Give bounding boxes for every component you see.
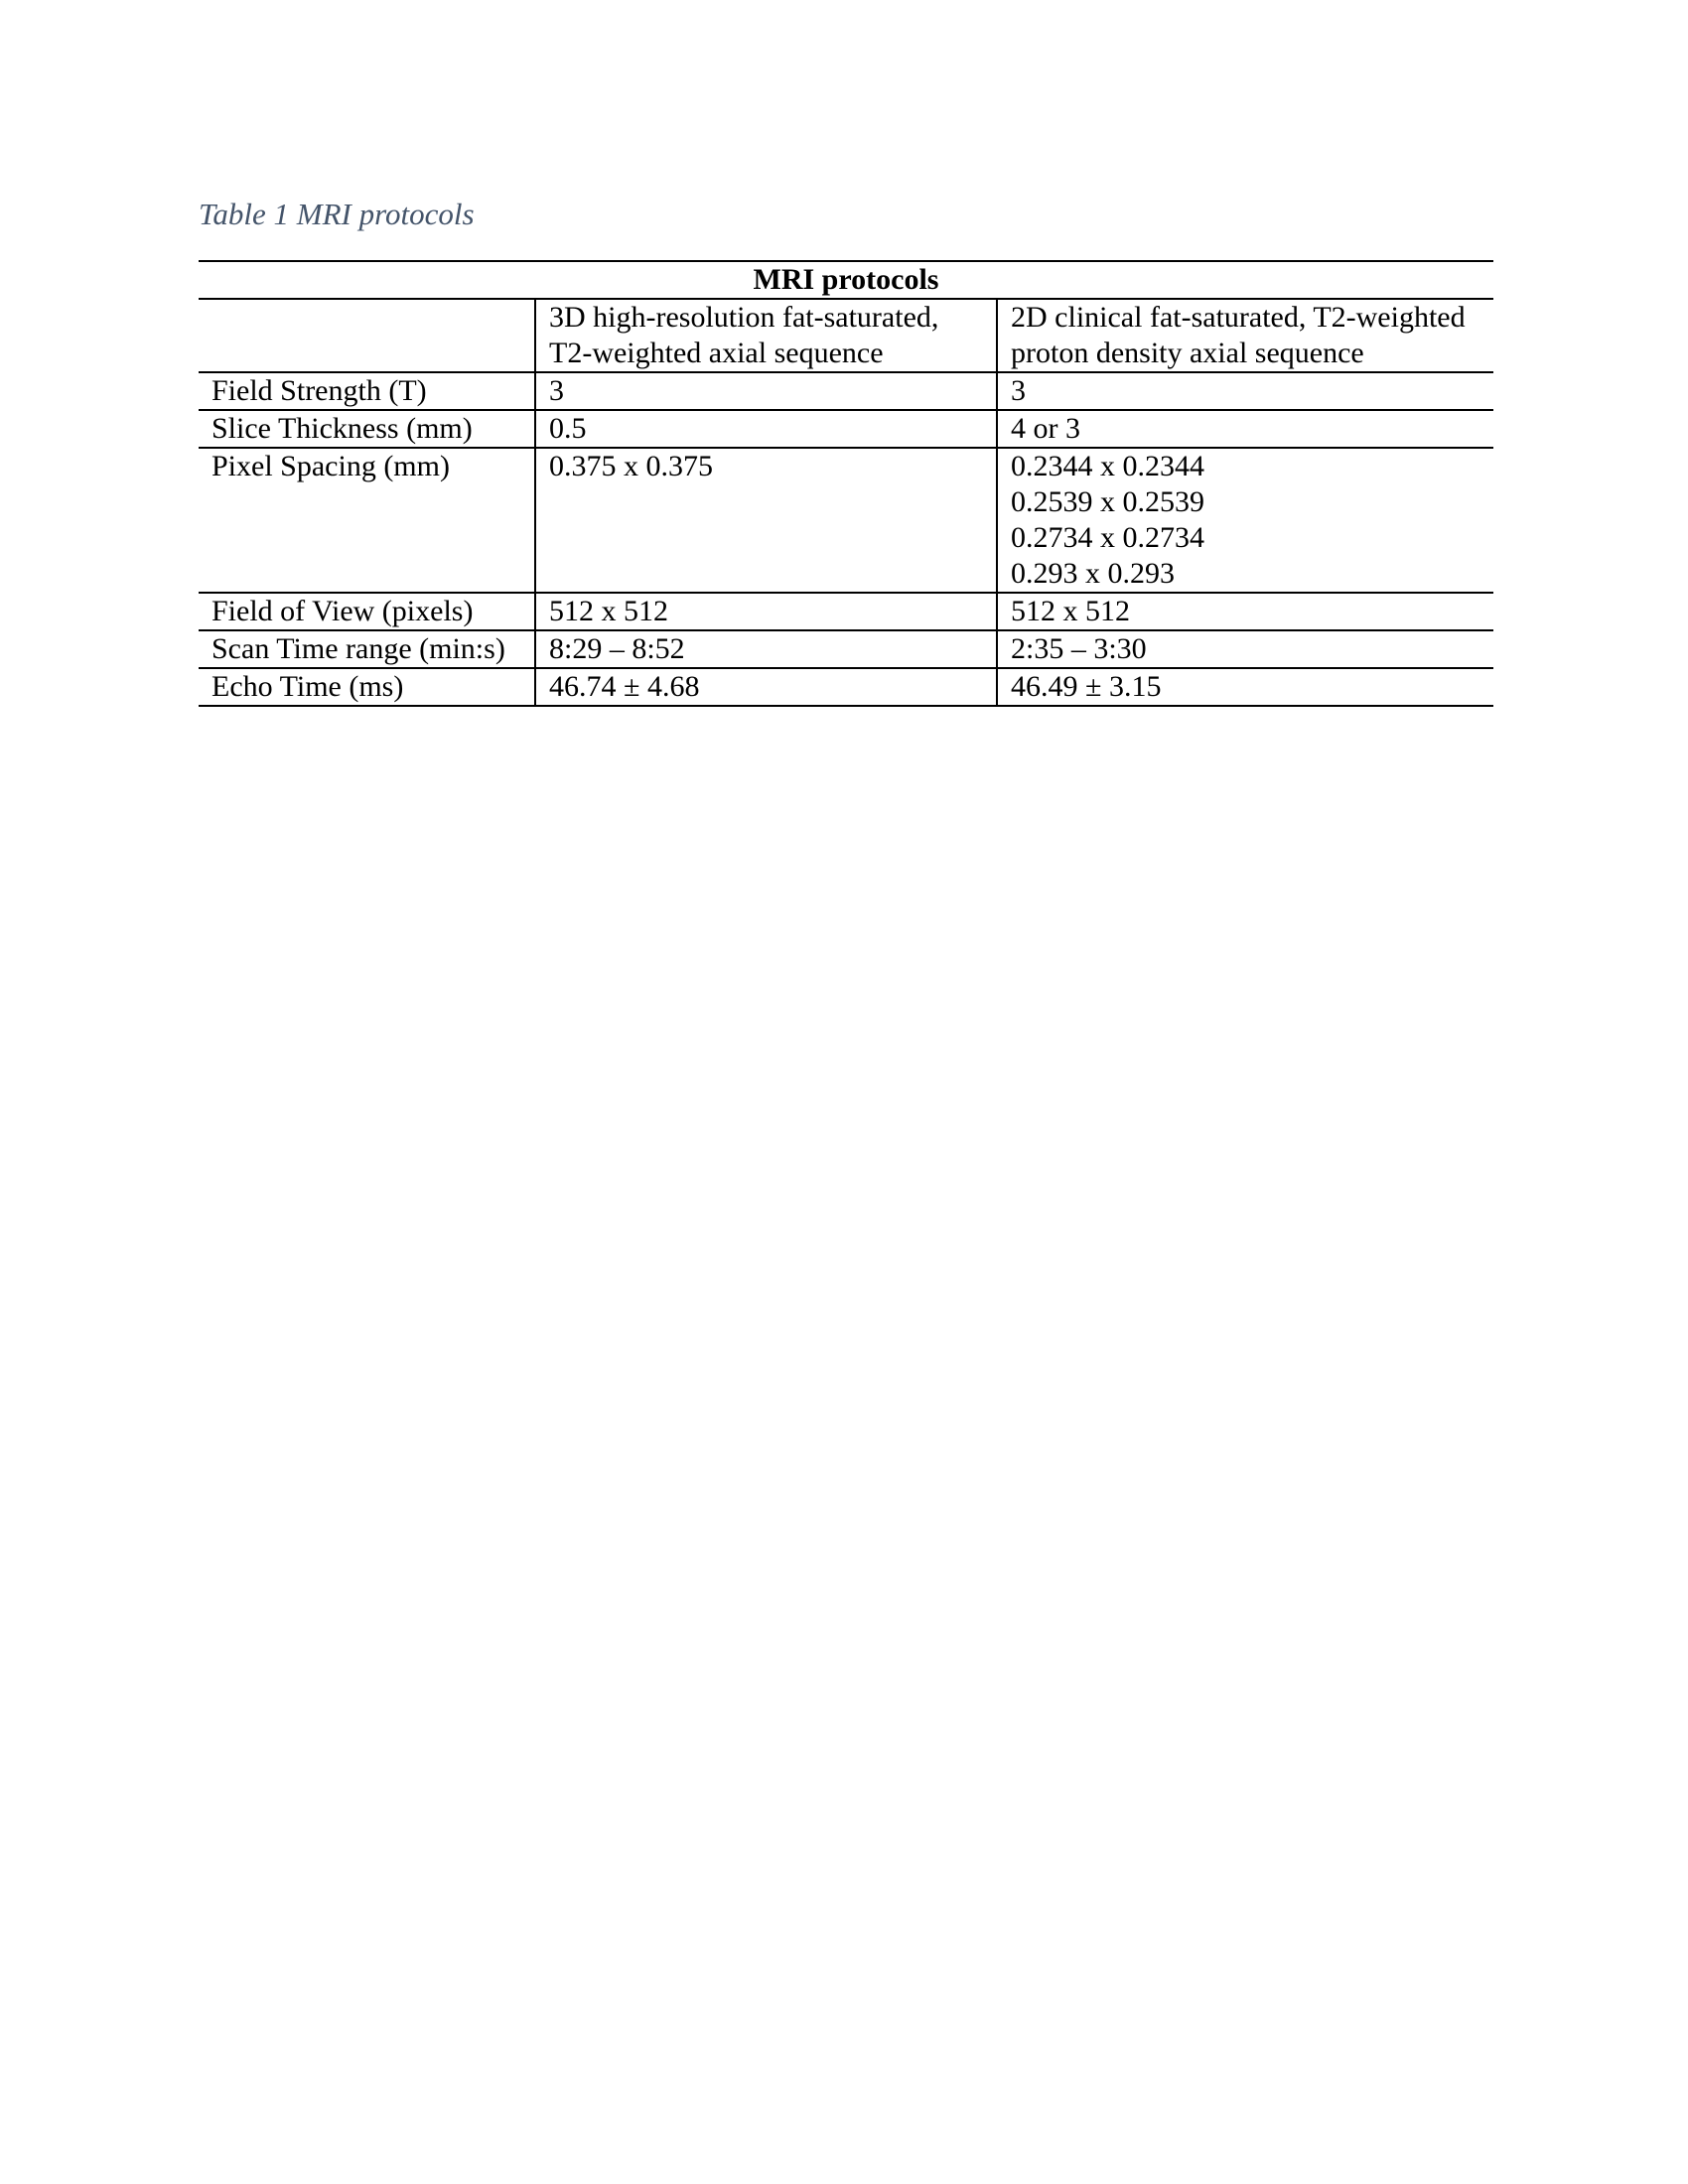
cell-3d: 512 x 512 <box>535 593 997 630</box>
pixel-spacing-value: 0.2734 x 0.2734 <box>1011 521 1204 554</box>
table-row-pixel-spacing <box>199 448 1493 593</box>
cell-3d: 8:29 – 8:52 <box>535 630 997 668</box>
row-label: Echo Time (ms) <box>199 668 535 706</box>
table-title: MRI protocols <box>199 261 1493 299</box>
header-row <box>199 299 1493 372</box>
cell-2d: 512 x 512 <box>997 593 1493 630</box>
table-title-row <box>199 261 1493 299</box>
cell-3d: 3 <box>535 372 997 410</box>
cell-2d: 46.49 ± 3.15 <box>997 668 1493 706</box>
table-row-scan-time <box>199 630 1493 668</box>
mri-protocols-table <box>199 260 1493 707</box>
header-3d-line2: T2-weighted axial sequence <box>549 337 884 369</box>
table-row-field-strength <box>199 372 1493 410</box>
header-2d-sequence <box>997 299 1493 372</box>
pixel-spacing-value: 0.293 x 0.293 <box>1011 557 1175 590</box>
row-label: Field Strength (T) <box>199 372 535 410</box>
table-row-slice-thickness <box>199 410 1493 448</box>
cell-2d: 4 or 3 <box>997 410 1493 448</box>
header-3d-sequence <box>535 299 997 372</box>
row-label: Pixel Spacing (mm) <box>199 448 535 593</box>
cell-2d <box>997 448 1493 593</box>
pixel-spacing-value: 0.2539 x 0.2539 <box>1011 485 1204 518</box>
header-3d-line1: 3D high-resolution fat-saturated, <box>549 301 939 334</box>
cell-2d: 3 <box>997 372 1493 410</box>
table-caption: Table 1 MRI protocols <box>199 197 475 231</box>
table-row-echo-time <box>199 668 1493 706</box>
cell-2d: 2:35 – 3:30 <box>997 630 1493 668</box>
header-2d-line1: 2D clinical fat-saturated, T2-weighted <box>1011 301 1466 334</box>
row-label: Field of View (pixels) <box>199 593 535 630</box>
header-2d-line2: proton density axial sequence <box>1011 337 1364 369</box>
cell-3d: 46.74 ± 4.68 <box>535 668 997 706</box>
row-label: Slice Thickness (mm) <box>199 410 535 448</box>
table-row-field-of-view <box>199 593 1493 630</box>
row-label: Scan Time range (min:s) <box>199 630 535 668</box>
cell-3d: 0.5 <box>535 410 997 448</box>
pixel-spacing-value: 0.2344 x 0.2344 <box>1011 450 1204 482</box>
header-empty-cell <box>199 299 535 372</box>
cell-3d: 0.375 x 0.375 <box>535 448 997 593</box>
